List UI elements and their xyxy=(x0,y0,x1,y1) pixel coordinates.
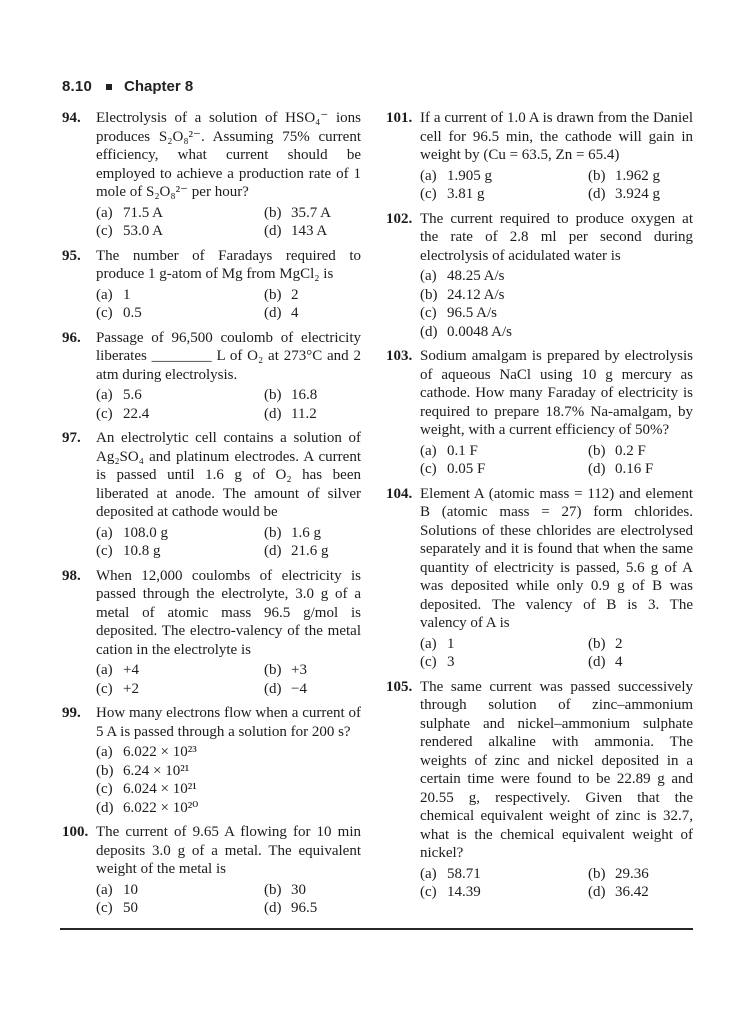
option-text: 36.42 xyxy=(615,884,649,900)
option-text: 35.7 A xyxy=(291,204,332,221)
question-104 xyxy=(386,485,693,672)
option-a xyxy=(96,286,264,305)
question-text: An electrolytic cell contains a solution of Ag₂SO₄ and platinum electrodes. A current is passed until 1.6 g of O₂ has been liberated at anode. The amount of silver deposited at cathode would be xyxy=(96,430,361,520)
question-98 xyxy=(62,567,361,699)
question-number: 102. xyxy=(386,210,413,227)
option-c xyxy=(420,185,588,204)
option-d xyxy=(588,883,693,902)
question-text: Passage of 96,500 coulomb of electricity liberates ________ L of O₂ at 273°C and 2 atm during electrolysis. xyxy=(96,329,361,383)
two-column-layout xyxy=(62,109,693,924)
options xyxy=(420,167,693,204)
question-text: When 12,000 coulombs of electricity is passed through the electrolyte, 3.0 g of a metal of atomic mass 96.5 g/mol is deposited. The electro-valency of the metal cation in the electrolyte is xyxy=(96,567,361,658)
question-99 xyxy=(62,704,361,817)
left-column xyxy=(62,109,361,924)
page-number: 8.10 xyxy=(62,78,92,95)
option-b xyxy=(264,286,361,305)
question-number: 105. xyxy=(386,678,413,695)
option-key: (a) xyxy=(96,524,113,541)
options xyxy=(96,881,361,918)
square-bullet-icon xyxy=(106,84,112,90)
option-a xyxy=(96,743,361,762)
option-text: 22.4 xyxy=(123,405,150,422)
question-number: 98. xyxy=(62,567,81,584)
option-d xyxy=(588,185,693,204)
option-d xyxy=(264,222,361,241)
option-key: (d) xyxy=(264,543,282,559)
option-text: 11.2 xyxy=(291,405,317,422)
option-text: 0.1 F xyxy=(447,442,478,459)
question-100 xyxy=(62,823,361,918)
option-c xyxy=(96,899,264,918)
question-97 xyxy=(62,429,361,561)
option-d xyxy=(264,304,361,323)
option-key: (c) xyxy=(96,781,113,797)
option-text: 10.8 g xyxy=(123,543,161,559)
option-text: 1.905 g xyxy=(447,167,492,184)
option-key: (b) xyxy=(264,286,282,303)
option-key: (c) xyxy=(420,461,437,477)
option-key: (c) xyxy=(420,884,437,900)
option-c xyxy=(420,653,588,672)
option-d xyxy=(264,680,361,699)
question-text: The number of Faradays required to produce 1 g-atom of Mg from MgCl₂ is xyxy=(96,247,361,282)
option-b xyxy=(588,635,693,654)
option-text: 0.5 xyxy=(123,305,142,321)
question-number: 100. xyxy=(62,824,89,840)
option-text: 0.2 F xyxy=(615,442,646,459)
question-number: 96. xyxy=(62,329,81,346)
question-103 xyxy=(386,347,693,479)
option-key: (c) xyxy=(420,305,437,321)
question-text: Sodium amalgam is prepared by electrolysis of aqueous NaCl using 10 g mercury as cathode. How many Faraday of electricity is required to prepare 18.7% Na-amalgam, by weight, with a current efficiency of 50%? xyxy=(420,348,693,438)
option-key: (d) xyxy=(588,461,606,477)
option-c xyxy=(96,680,264,699)
options xyxy=(420,865,693,902)
option-d xyxy=(96,799,361,818)
option-text: +3 xyxy=(291,662,307,678)
option-text: 96.5 xyxy=(291,900,318,916)
option-key: (b) xyxy=(588,635,606,652)
question-number: 97. xyxy=(62,430,81,446)
option-text: +2 xyxy=(123,680,139,697)
option-text: 3 xyxy=(447,654,455,670)
question-number: 95. xyxy=(62,247,81,264)
option-text: 1 xyxy=(447,635,455,652)
question-text: How many electrons flow when a current of 5 A is passed through a solution for 200 s? xyxy=(96,705,361,740)
option-c xyxy=(96,780,361,799)
option-text: 6.022 × 10²⁰ xyxy=(123,799,199,816)
question-101 xyxy=(386,109,693,204)
option-d xyxy=(420,323,693,342)
question-number: 103. xyxy=(386,348,413,364)
option-text: 143 A xyxy=(291,223,328,239)
option-text: 16.8 xyxy=(291,387,318,403)
option-text: 108.0 g xyxy=(123,524,168,541)
option-text: 3.81 g xyxy=(447,186,485,202)
option-a xyxy=(96,386,264,405)
question-95 xyxy=(62,247,361,323)
question-number: 101. xyxy=(386,110,413,126)
option-key: (d) xyxy=(264,900,282,916)
option-b xyxy=(264,386,361,405)
option-a xyxy=(420,267,693,286)
option-key: (b) xyxy=(264,881,282,898)
option-d xyxy=(264,542,361,561)
option-key: (a) xyxy=(96,286,113,303)
option-c xyxy=(420,304,693,323)
option-c xyxy=(96,542,264,561)
option-text: 2 xyxy=(291,286,299,303)
option-c xyxy=(96,304,264,323)
option-key: (a) xyxy=(96,744,113,760)
option-a xyxy=(420,635,588,654)
option-a xyxy=(96,524,264,543)
option-key: (b) xyxy=(588,865,606,882)
option-b xyxy=(264,204,361,223)
option-c xyxy=(420,460,588,479)
question-number: 104. xyxy=(386,485,413,502)
option-key: (c) xyxy=(96,305,113,321)
option-key: (a) xyxy=(96,662,113,678)
options xyxy=(96,524,361,561)
options xyxy=(96,286,361,323)
option-key: (b) xyxy=(420,286,438,303)
option-c xyxy=(96,222,264,241)
option-c xyxy=(96,405,264,424)
option-key: (a) xyxy=(420,635,437,652)
option-key: (b) xyxy=(264,662,282,678)
option-key: (b) xyxy=(588,167,606,184)
question-text: The current of 9.65 A flowing for 10 min deposits 3.0 g of a metal. The equivalent weight of the metal is xyxy=(96,824,361,877)
option-b xyxy=(264,661,361,680)
chapter-title: Chapter 8 xyxy=(124,78,194,95)
bottom-divider xyxy=(60,928,693,930)
option-key: (b) xyxy=(264,524,282,541)
option-text: 6.022 × 10²³ xyxy=(123,744,197,760)
question-94 xyxy=(62,109,361,241)
option-key: (d) xyxy=(264,223,282,239)
option-key: (a) xyxy=(420,167,437,184)
right-column xyxy=(386,109,693,924)
option-text: −4 xyxy=(291,680,307,697)
option-text: 1 xyxy=(123,286,131,303)
option-key: (d) xyxy=(588,654,606,670)
option-b xyxy=(264,524,361,543)
option-text: 6.24 × 10²¹ xyxy=(123,762,190,779)
question-text: The current required to produce oxygen at the rate of 2.8 ml per second during electrolysis of acidulated water is xyxy=(420,210,693,264)
option-text: 29.36 xyxy=(615,865,649,882)
option-d xyxy=(264,899,361,918)
question-text: Element A (atomic mass = 112) and element B (atomic mass = 27) form chlorides. Solutions of these chlorides are electrolysed separately and it is found that when the same quantity of electricity is passed, 5.6 g of A was deposited while only 0.9 g of B was deposited. The valency of B is 3. The valency of A is xyxy=(420,485,693,631)
option-text: 96.5 A/s xyxy=(447,305,498,321)
option-text: 71.5 A xyxy=(123,204,164,221)
option-key: (a) xyxy=(96,387,113,403)
question-number: 99. xyxy=(62,705,81,721)
option-key: (d) xyxy=(264,680,282,697)
option-b xyxy=(420,286,693,305)
option-key: (c) xyxy=(96,680,113,697)
option-b xyxy=(96,762,361,781)
option-key: (c) xyxy=(420,186,437,202)
option-key: (a) xyxy=(420,268,437,284)
option-text: 50 xyxy=(123,900,138,916)
option-key: (c) xyxy=(96,223,113,239)
option-text: 10 xyxy=(123,881,138,898)
option-d xyxy=(588,460,693,479)
option-text: +4 xyxy=(123,662,139,678)
option-a xyxy=(420,442,588,461)
question-text: If a current of 1.0 A is drawn from the Daniel cell for 96.5 min, the cathode will gain in weight by (Cu = 63.5, Zn = 65.4) xyxy=(420,110,693,163)
options xyxy=(96,661,361,698)
option-key: (b) xyxy=(588,442,606,459)
option-key: (a) xyxy=(420,865,437,882)
option-b xyxy=(264,881,361,900)
option-key: (d) xyxy=(420,323,438,340)
option-text: 30 xyxy=(291,881,306,898)
option-text: 2 xyxy=(615,635,623,652)
option-a xyxy=(420,865,588,884)
option-key: (b) xyxy=(264,204,282,221)
option-text: 14.39 xyxy=(447,884,481,900)
option-key: (b) xyxy=(264,387,282,403)
option-b xyxy=(588,442,693,461)
option-text: 0.0048 A/s xyxy=(447,323,513,340)
option-text: 48.25 A/s xyxy=(447,268,505,284)
question-96 xyxy=(62,329,361,424)
options xyxy=(96,204,361,241)
option-text: 21.6 g xyxy=(291,543,329,559)
option-c xyxy=(420,883,588,902)
option-text: 4 xyxy=(291,305,299,321)
option-key: (a) xyxy=(96,204,113,221)
option-text: 3.924 g xyxy=(615,186,660,202)
question-number: 94. xyxy=(62,110,81,126)
options xyxy=(420,267,693,341)
option-text: 1.962 g xyxy=(615,167,660,184)
option-key: (c) xyxy=(96,405,113,422)
options xyxy=(420,442,693,479)
question-105 xyxy=(386,678,693,902)
option-d xyxy=(588,653,693,672)
option-key: (a) xyxy=(96,881,113,898)
options xyxy=(420,635,693,672)
option-text: 0.16 F xyxy=(615,461,654,477)
option-a xyxy=(96,881,264,900)
page-header xyxy=(62,78,193,95)
option-text: 58.71 xyxy=(447,865,481,882)
option-key: (d) xyxy=(96,799,114,816)
option-key: (a) xyxy=(420,442,437,459)
option-a xyxy=(420,167,588,186)
option-text: 0.05 F xyxy=(447,461,486,477)
option-key: (b) xyxy=(96,762,114,779)
option-key: (d) xyxy=(264,405,282,422)
question-text: The same current was passed successively through solution of zinc–ammonium sulphate and nickel–ammonium sulphate rendered alkaline with ammonia. The weights of zinc and nickel deposited in a certain time were found to be 22.89 g and 20.55 g, respectively. Given that the chemical equivalent weight of zinc is 32.7, what is the chemical equivalent weight of nickel? xyxy=(420,678,693,861)
options xyxy=(96,743,361,817)
option-text: 5.6 xyxy=(123,387,142,403)
option-d xyxy=(264,405,361,424)
option-key: (c) xyxy=(420,654,437,670)
options xyxy=(96,386,361,423)
option-text: 4 xyxy=(615,654,623,670)
option-key: (d) xyxy=(588,884,606,900)
option-key: (d) xyxy=(264,305,282,321)
option-key: (d) xyxy=(588,186,606,202)
option-a xyxy=(96,661,264,680)
option-b xyxy=(588,167,693,186)
question-text: Electrolysis of a solution of HSO₄⁻ ions produces S₂O₈²⁻. Assuming 75% current efficiency, what current should be employed to achieve a production rate of 1 mole of S₂O₈²⁻ per hour? xyxy=(96,110,361,200)
option-a xyxy=(96,204,264,223)
question-102 xyxy=(386,210,693,342)
option-b xyxy=(588,865,693,884)
option-text: 1.6 g xyxy=(291,524,321,541)
option-key: (c) xyxy=(96,900,113,916)
option-key: (c) xyxy=(96,543,113,559)
option-text: 24.12 A/s xyxy=(447,286,505,303)
option-text: 53.0 A xyxy=(123,223,164,239)
option-text: 6.024 × 10²¹ xyxy=(123,781,197,797)
